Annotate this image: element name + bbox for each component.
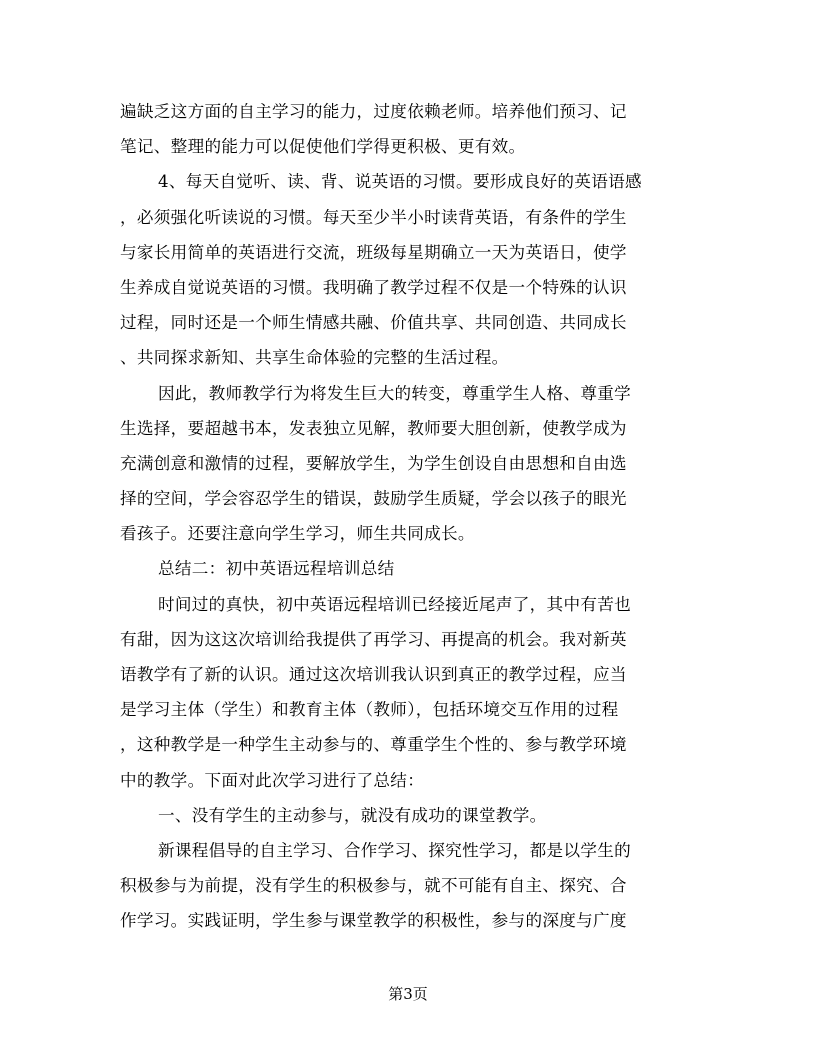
text-line: 是学习主体（学生）和教育主体（教师），包括环境交互作用的过程 <box>120 700 619 720</box>
text-line: ，这种教学是一种学生主动参与的、尊重学生个性的、参与教学环境 <box>120 735 627 755</box>
subsection-heading: 一、没有学生的主动参与，就没有成功的课堂教学。 <box>158 805 547 825</box>
text-line: 看孩子。还要注意向学生学习，师生共同成长。 <box>120 524 475 544</box>
text-line: 因此，教师教学行为将发生巨大的转变，尊重学生人格、尊重学 <box>158 383 632 403</box>
text-line: ，必须强化听读说的习惯。每天至少半小时读背英语，有条件的学生 <box>120 207 627 227</box>
text-line: 生选择，要超越书本，发表独立见解，教师要大胆创新，使教学成为 <box>120 418 627 438</box>
text-line: 4、每天自觉听、读、背、说英语的习惯。要形成良好的英语语感 <box>158 172 642 192</box>
text-line: 积极参与为前提，没有学生的积极参与，就不可能有自主、探究、合 <box>120 876 627 896</box>
section-heading: 总结二：初中英语远程培训总结 <box>158 559 395 579</box>
text-line: 择的空间，学会容忍学生的错误，鼓励学生质疑，学会以孩子的眼光 <box>120 489 627 509</box>
text-line: 过程，同时还是一个师生情感共融、价值共享、共同创造、共同成长 <box>120 313 627 333</box>
text-line: 作学习。实践证明，学生参与课堂教学的积极性，参与的深度与广度 <box>120 911 627 931</box>
text-line: 新课程倡导的自主学习、合作学习、探究性学习，都是以学生的 <box>158 840 632 860</box>
text-line: 有甜，因为这这次培训给我提供了再学习、再提高的机会。我对新英 <box>120 629 627 649</box>
text-line: 时间过的真快，初中英语远程培训已经接近尾声了，其中有苦也 <box>158 594 632 614</box>
text-line: 遍缺乏这方面的自主学习的能力，过度依赖老师。培养他们预习、记 <box>120 102 627 121</box>
text-line: 、共同探求新知、共享生命体验的完整的生活过程。 <box>120 348 509 368</box>
text-line: 充满创意和激情的过程，要解放学生，为学生创设自由思想和自由选 <box>120 453 627 473</box>
text-line: 笔记、整理的能力可以促使他们学得更积极、更有效。 <box>120 137 526 157</box>
text-line: 中的教学。下面对此次学习进行了总结： <box>120 770 425 790</box>
text-line: 与家长用简单的英语进行交流，班级每星期确立一天为英语日，使学 <box>120 242 627 262</box>
document-body <box>120 94 696 939</box>
text-line: 生养成自觉说英语的习惯。我明确了教学过程不仅是一个特殊的认识 <box>120 277 627 297</box>
text-line: 语教学有了新的认识。通过这次培训我认识到真正的教学过程，应当 <box>120 665 627 684</box>
page-number: 第3页 <box>388 985 428 1003</box>
